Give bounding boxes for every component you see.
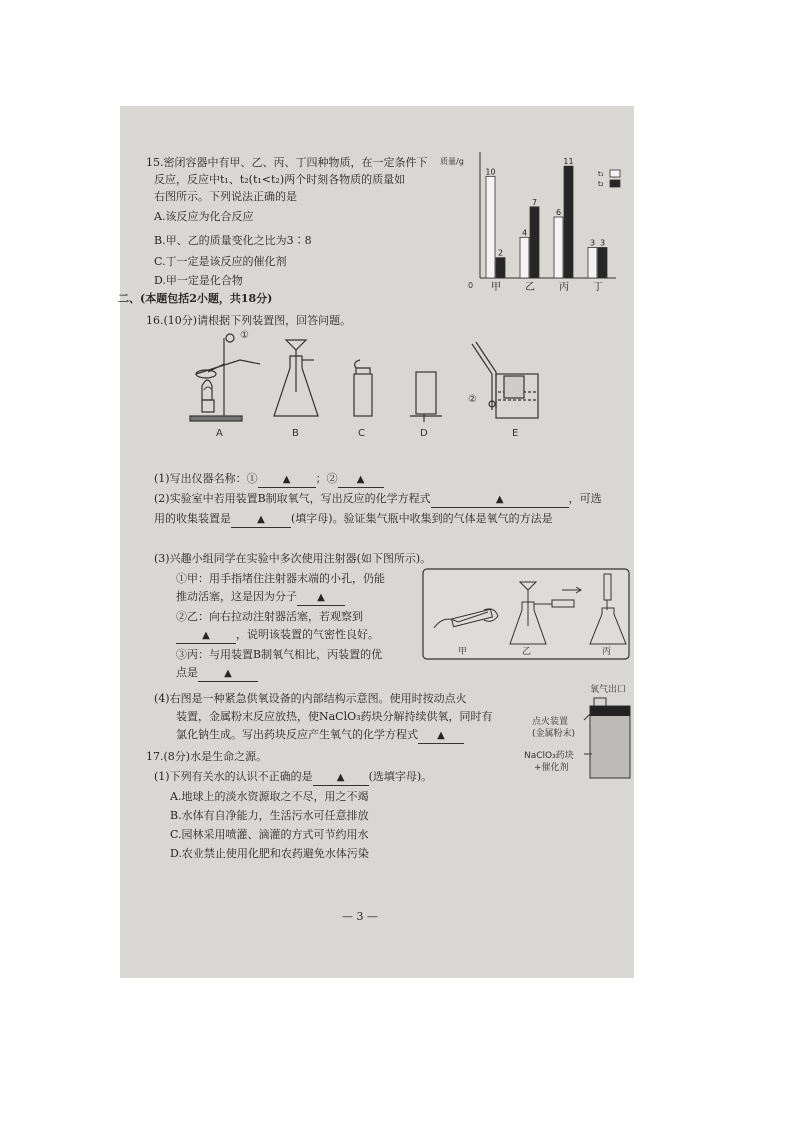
- q16-part2-text-d: (填字母)。验证集气瓶中收集到的气体是氧气的方法是: [291, 512, 553, 525]
- answer-blank[interactable]: ▲: [313, 770, 369, 786]
- answer-blank[interactable]: ▲: [418, 728, 464, 744]
- apparatus-label-c: C: [358, 428, 365, 439]
- q15-line1: 15.密闭容器中有甲、乙、丙、丁四种物质，在一定条件下: [146, 156, 428, 169]
- apparatus-b-icon: [274, 340, 318, 416]
- bar-value-label: 3: [589, 238, 596, 248]
- syringe-label-bing: 丙: [602, 647, 612, 657]
- chart-y-label: 质量/g: [440, 157, 464, 166]
- bar-value-label: 11: [563, 157, 574, 167]
- q16-part3-a-text: 推动活塞，这是因为分子: [176, 590, 297, 603]
- bar-value-label: 4: [521, 228, 528, 238]
- apparatus-label-d: D: [420, 428, 428, 439]
- bar-丙-t₁: [554, 217, 563, 278]
- legend-swatch: [610, 180, 620, 187]
- apparatus-mark-1: ①: [240, 330, 249, 341]
- q17-option-b: B.水体有自净能力，生活污水可任意排放: [170, 809, 369, 822]
- apparatus-label-e: E: [512, 428, 519, 439]
- apparatus-d-icon: [410, 372, 442, 422]
- q16-part2-text-b: ，可选: [568, 492, 602, 505]
- apparatus-label-b: B: [292, 428, 299, 439]
- bar-丁-t₁: [588, 248, 597, 279]
- q16-part3: (3)兴趣小组同学在实验中多次使用注射器(如下图所示)。: [154, 552, 432, 565]
- q16-part3-b-text: ，说明该装置的气密性良好。: [236, 628, 379, 641]
- bar-丙-t₂: [564, 166, 573, 278]
- legend-label: t₂: [598, 180, 604, 188]
- bar-甲-t₂: [496, 258, 505, 278]
- section-2-heading: 二、(本题包括2小题，共18分): [118, 292, 273, 305]
- answer-blank[interactable]: ▲: [176, 628, 236, 644]
- q16-part4-line2: 装置，金属粉末反应放热，使NaClO₃药块分解持续供氧，同时有: [176, 710, 493, 723]
- apparatus-mark-2: ②: [468, 394, 477, 405]
- q16-part1: [154, 472, 384, 488]
- q16-part3-c-line1: ③丙：与用装置B制氧气相比，丙装置的优: [176, 648, 383, 661]
- answer-blank[interactable]: ▲: [198, 666, 258, 682]
- q17-part1: [154, 770, 432, 786]
- bar-甲-t₁: [486, 176, 495, 278]
- category-label: 丙: [559, 282, 569, 293]
- q15-option-b: B.甲、乙的质量变化之比为3∶8: [154, 234, 312, 247]
- syringe-figure-box: [422, 568, 630, 660]
- q17-part1-text: (1)下列有关水的认识不正确的是: [154, 770, 313, 783]
- category-label: 乙: [525, 282, 535, 293]
- legend-label: t₁: [598, 170, 604, 178]
- q15-line2: 反应，反应中t₁、t₂(t₁<t₂)两个时刻各物质的质量如: [154, 173, 406, 186]
- q16-part3-b-line1: ②乙：向右拉动注射器活塞，若观察到: [176, 610, 363, 623]
- category-label: 甲: [491, 282, 501, 293]
- q17-option-c: C.园林采用喷灌、滴灌的方式可节约用水: [170, 828, 369, 841]
- syringe-label-jia: 甲: [458, 647, 468, 657]
- q16-heading: 16.(10分)请根据下列装置图，回答问题。: [146, 314, 352, 327]
- answer-blank[interactable]: ▲: [297, 590, 345, 606]
- apparatus-label-a: A: [216, 428, 223, 439]
- q16-part3-b-line2: [176, 628, 379, 644]
- q15-line3: 右图所示。下列说法正确的是: [154, 190, 297, 203]
- q15-option-d: D.甲一定是化合物: [154, 274, 243, 287]
- exam-paper: [120, 106, 634, 978]
- syringe-label-yi: 乙: [522, 647, 532, 657]
- answer-blank[interactable]: ▲: [231, 512, 291, 528]
- naclo3-label: NaClO₃药块: [524, 751, 574, 761]
- catalyst-label: +催化剂: [534, 763, 569, 773]
- q15-option-a: A.该反应为化合反应: [154, 210, 254, 223]
- answer-blank[interactable]: ▲: [258, 472, 316, 488]
- bar-乙-t₂: [530, 207, 539, 278]
- answer-blank[interactable]: ▲: [338, 472, 384, 488]
- q16-part1-sep: ；②: [315, 472, 338, 485]
- oxygen-outlet-label: 氧气出口: [590, 685, 627, 695]
- q16-part2-line1: [154, 492, 602, 508]
- q17-option-d: D.农业禁止使用化肥和农药避免水体污染: [170, 847, 369, 860]
- q16-part4-line1: (4)右图是一种紧急供氧设备的内部结构示意图。使用时按动点火: [154, 692, 467, 705]
- page-number: — 3 —: [342, 910, 378, 923]
- q16-part3-c-line2: [176, 666, 258, 682]
- q16-part2-text-c: 用的收集装置是: [154, 512, 231, 525]
- q17-heading: 17.(8分)水是生命之源。: [146, 750, 268, 763]
- apparatus-a-icon: [190, 334, 260, 421]
- q16-part4-text: 氯化钠生成。写出药块反应产生氧气的化学方程式: [176, 728, 418, 741]
- q16-part4-line3: [176, 728, 464, 744]
- mass-bar-chart: [438, 146, 628, 296]
- bar-value-label: 7: [531, 197, 538, 207]
- q16-part3-a-line2: [176, 590, 345, 606]
- q17-option-a: A.地球上的淡水资源取之不尽，用之不竭: [170, 790, 369, 803]
- bar-value-label: 3: [599, 238, 606, 248]
- q17-part1-text-b: (选填字母)。: [368, 770, 433, 783]
- ignition-label: 点火装置: [532, 717, 569, 727]
- q16-part3-a-line1: ①甲：用手指堵住注射器末端的小孔，仍能: [176, 572, 385, 585]
- q16-part1-text: (1)写出仪器名称：①: [154, 472, 258, 485]
- bar-乙-t₁: [520, 237, 529, 278]
- q16-part2-line2: [154, 512, 553, 528]
- q16-part3-c-text: 点是: [176, 666, 198, 679]
- apparatus-figure: [180, 330, 560, 440]
- bar-value-label: 6: [555, 208, 562, 217]
- apparatus-e-icon: [472, 342, 538, 418]
- ignition-sub-label: (金属粉末): [532, 729, 576, 739]
- bar-value-label: 2: [497, 248, 504, 258]
- bar-value-label: 10: [485, 167, 496, 177]
- bar-丁-t₂: [598, 248, 607, 279]
- answer-blank[interactable]: ▲: [431, 492, 569, 508]
- apparatus-c-icon: [354, 360, 372, 416]
- q16-part2-text: (2)实验室中若用装置B制取氧气，写出反应的化学方程式: [154, 492, 431, 505]
- chart-origin-label: 0: [468, 281, 474, 290]
- category-label: 丁: [593, 282, 603, 293]
- q15-option-c: C.丁一定是该反应的催化剂: [154, 255, 287, 268]
- legend-swatch: [610, 170, 620, 177]
- oxygen-device-figure: [524, 682, 630, 778]
